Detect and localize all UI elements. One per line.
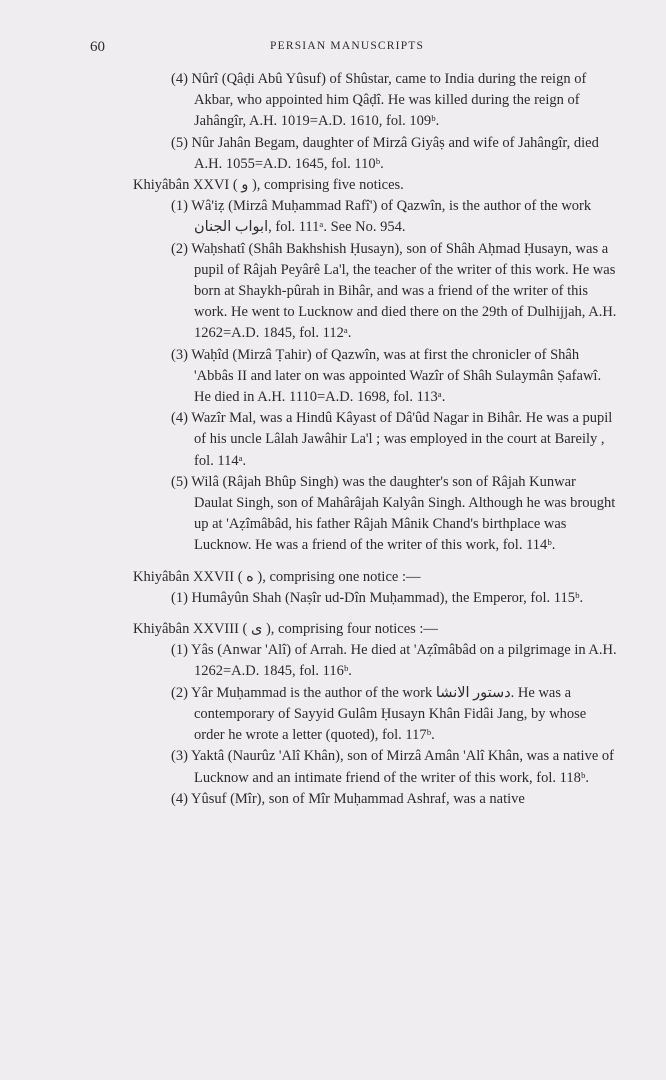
entry-number: (2) — [171, 240, 188, 257]
entry-text: Yûsuf (Mîr), son of Mîr Muḥammad Ashraf, was a native — [191, 790, 525, 807]
entry — [0, 408, 666, 472]
entry-number: (3) — [171, 346, 188, 363]
entry-text: Waḥîd (Mirzâ Ṭahir) of Qazwîn, was at first the chronicler of Shâh 'Abbâs II and later on was appointed Wazîr of Shâh Sulaymân Ṣafawî. He died in A.H. 1110=A.D. 1698, fol. 113ᵃ. — [191, 346, 602, 406]
entry-number: (1) — [171, 198, 188, 215]
body-text — [0, 69, 666, 810]
entry-number: (5) — [171, 134, 188, 151]
section-heading: Khiyâbân XXVII ( ه ), comprising one notice :— — [133, 568, 421, 585]
running-title: PERSIAN MANUSCRIPTS — [270, 40, 425, 52]
entry-number: (4) — [171, 71, 188, 87]
entry-text: Wilâ (Râjah Bhûp Singh) was the daughter's son of Râjah Kunwar Daulat Singh, son of Mahârâjah Kalyân Singh. Although he was brought up at 'Aẓîmâbâd, his father Râjah Mânik Chand's birthplace was Lucknow. He was a friend of the writer of this work, fol. 114ᵇ. — [191, 473, 616, 554]
entry-number: (2) — [171, 684, 188, 701]
entry — [0, 746, 666, 788]
entry-text: Waḥshatî (Shâh Bakhshish Ḥusayn), son of Shâh Aḥmad Ḥusayn, was a pupil of Râjah Peyârê La'l, the teacher of the writer of this work. He was born at Shaykh-pûrah in Bihâr, and was a friend of the writer of this work. He went to Lucknow and died there on the 29th of Dulhijjah, A.H. 1262=A.D. 1845, fol. 112ᵃ. — [191, 240, 617, 342]
entry — [0, 69, 666, 133]
entry-number: (1) — [171, 642, 188, 659]
entry-text: Humâyûn Shah (Naṣîr ud-Dîn Muḥammad), the Emperor, fol. 115ᵇ. — [191, 589, 584, 606]
entry-text: Nûrî (Qâḍi Abû Yûsuf) of Shûstar, came to India during the reign of Akbar, who appointed him Qâḍî. He was killed during the reign of Jahângîr, A.H. 1019=A.D. 1610, fol. 109ᵇ. — [191, 71, 587, 130]
entry-number: (1) — [171, 589, 188, 606]
entry-text: Nûr Jahân Begam, daughter of Mirzâ Giyâṣ and wife of Jahângîr, died A.H. 1055=A.D. 1645, fol. 110ᵇ. — [191, 134, 599, 172]
entry — [0, 239, 666, 345]
entry — [0, 588, 666, 609]
entry — [0, 472, 666, 557]
entry-number: (3) — [171, 748, 188, 765]
entry-text: Yaktâ (Naurûz 'Alî Khân), son of Mirzâ Amân 'Alî Khân, was a native of Lucknow and an intimate friend of the writer of this work, fol. 118ᵇ. — [191, 748, 614, 786]
entry-text: Yâr Muḥammad is the author of the work دستور الانشا. He was a contemporary of Sayyid Gulâm Ḥusayn Khân Fidâi Jang, by whose order he wrote a letter (quoted), fol. 117ᵇ. — [191, 684, 587, 744]
entry-number: (4) — [171, 410, 188, 427]
entry-text: Wazîr Mal, was a Hindû Kâyast of Dâ'ûd Nagar in Bihâr. He was a pupil of his uncle Lâlah Jawâhir La'l ; was employed in the court at Bareily , fol. 114ᵃ. — [191, 410, 613, 469]
entry — [0, 196, 666, 238]
entry-number: (5) — [171, 473, 188, 490]
entry-number: (4) — [171, 790, 188, 807]
entry-text: Wâ'iẓ (Mirzâ Muḥammad Rafî') of Qazwîn, is the author of the work ابواب الجنان, fol. 111ᵃ. See No. 954. — [191, 198, 592, 236]
entry — [0, 133, 666, 175]
entry-text: Yâs (Anwar 'Alî) of Arrah. He died at 'Aẓîmâbâd on a pilgrimage in A.H. 1262=A.D. 1845, fol. 116ᵇ. — [191, 642, 617, 680]
section-heading: Khiyâbân XXVIII ( ی ), comprising four notices :— — [133, 621, 438, 638]
section-heading: Khiyâbân XXVI ( و ), comprising five notices. — [133, 177, 404, 194]
entry — [0, 683, 666, 747]
entry — [0, 789, 666, 810]
entry — [0, 345, 666, 409]
page-number: 60 — [90, 39, 105, 55]
entry — [0, 640, 666, 682]
